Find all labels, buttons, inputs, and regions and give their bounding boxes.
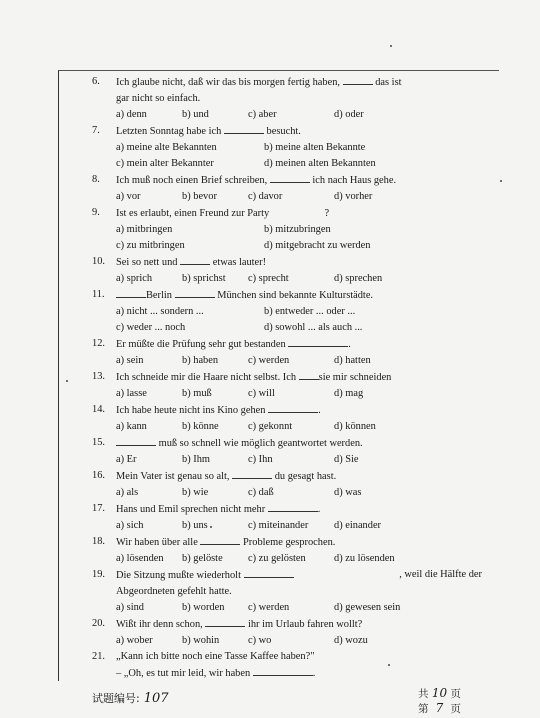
options — [92, 551, 482, 567]
answer-blank — [116, 287, 146, 298]
option: c) werden — [248, 602, 290, 613]
option: d) Sie — [334, 454, 359, 465]
answer-blank — [272, 205, 322, 216]
question-21 — [92, 649, 482, 682]
option: a) vor — [116, 191, 141, 202]
option: a) lösenden — [116, 553, 164, 564]
question-17 — [92, 501, 482, 534]
option: b) sprichst — [182, 273, 226, 284]
question-list — [92, 74, 482, 682]
question-number: 14. — [92, 404, 105, 415]
option: a) nicht ... sondern ... — [116, 306, 204, 317]
answer-blank — [205, 616, 245, 627]
answer-blank — [270, 172, 310, 183]
question-stem: muß so schnell wie möglich geantwortet werden. — [116, 435, 482, 452]
option: c) sprecht — [248, 273, 289, 284]
exam-code-value: 107 — [143, 691, 169, 706]
option: a) als — [116, 487, 139, 498]
option: c) Ihn — [248, 454, 273, 465]
option: b) bevor — [182, 191, 217, 202]
answer-blank — [175, 287, 215, 298]
options — [92, 386, 482, 402]
scan-speck — [210, 526, 212, 528]
option: b) meine alten Bekannte — [264, 142, 366, 153]
scan-speck — [388, 664, 390, 666]
option: c) davor — [248, 191, 283, 202]
option: d) mag — [334, 388, 364, 399]
option: c) zu gelösten — [248, 553, 306, 564]
option: d) hatten — [334, 355, 371, 366]
options — [92, 353, 482, 369]
question-stem: Die Sitzung mußte wiederholt , weil die Hälfte der — [116, 569, 482, 581]
option: a) kann — [116, 421, 147, 432]
question-stem: „Kann ich bitte noch eine Tasse Kaffee haben?" — [116, 651, 315, 662]
page-label: 第 — [418, 703, 429, 715]
answer-blank — [244, 567, 294, 578]
answer-blank — [268, 501, 318, 512]
option: d) sowohl ... als auch ... — [264, 322, 363, 333]
options — [92, 600, 482, 616]
option: a) lasse — [116, 388, 147, 399]
option: a) sein — [116, 355, 144, 366]
question-8 — [92, 172, 482, 205]
option: b) mitzubringen — [264, 224, 331, 235]
answer-blank — [253, 665, 313, 676]
option: b) uns — [182, 520, 208, 531]
option: a) Er — [116, 454, 137, 465]
option: a) wober — [116, 635, 153, 646]
option: c) miteinander — [248, 520, 309, 531]
question-number: 20. — [92, 618, 105, 629]
option: d) zu lösenden — [334, 553, 395, 564]
page-number: 7 — [435, 701, 444, 715]
question-number: 7. — [92, 125, 100, 136]
option: d) vorher — [334, 191, 373, 202]
option: a) mitbringen — [116, 224, 173, 235]
option: c) weder ... noch — [116, 322, 186, 333]
question-stem: Hans und Emil sprechen nicht mehr . — [116, 501, 482, 518]
question-10 — [92, 254, 482, 287]
total-label-suffix: 页 — [450, 688, 461, 700]
option: c) mein alter Bekannter — [116, 158, 214, 169]
option: a) sind — [116, 602, 144, 613]
options — [92, 518, 482, 534]
option: d) wozu — [334, 635, 368, 646]
option: a) meine alte Bekannten — [116, 142, 217, 153]
question-stem: Sei so nett und etwas lauter! — [116, 254, 482, 271]
answer-blank — [268, 402, 318, 413]
option: d) sprechen — [334, 273, 383, 284]
exam-code — [92, 690, 169, 706]
question-stem: Mein Vater ist genau so alt, du gesagt hast. — [116, 468, 482, 485]
option: d) gewesen sein — [334, 602, 401, 613]
exam-code-label: 试题编号: — [92, 692, 140, 705]
option: c) werden — [248, 355, 290, 366]
question-stem: Ich schneide mir die Haare nicht selbst. Ich sie mir schneiden — [116, 369, 482, 386]
question-15 — [92, 435, 482, 468]
option: d) einander — [334, 520, 382, 531]
options — [92, 271, 482, 287]
question-16 — [92, 468, 482, 501]
answer-blank — [180, 254, 210, 265]
question-number: 8. — [92, 174, 100, 185]
options — [92, 156, 482, 172]
question-number: 9. — [92, 207, 100, 218]
options — [92, 304, 482, 320]
answer-blank — [200, 534, 240, 545]
option: b) haben — [182, 355, 219, 366]
answer-blank — [232, 468, 272, 479]
question-9 — [92, 205, 482, 254]
option: b) muß — [182, 388, 212, 399]
scan-speck — [500, 180, 502, 182]
question-number: 19. — [92, 569, 105, 580]
total-pages: 10 — [431, 686, 448, 700]
option: a) sprich — [116, 273, 153, 284]
options — [92, 320, 482, 336]
option: d) können — [334, 421, 376, 432]
question-20 — [92, 616, 482, 649]
page-counter — [418, 686, 461, 716]
options — [92, 633, 482, 649]
question-11 — [92, 287, 482, 336]
option: b) Ihm — [182, 454, 210, 465]
option: b) wohin — [182, 635, 220, 646]
question-12 — [92, 336, 482, 369]
option: d) was — [334, 487, 362, 498]
option: c) wo — [248, 635, 272, 646]
question-continuation: gar nicht so einfach. — [116, 93, 201, 104]
question-number: 13. — [92, 371, 105, 382]
question-14 — [92, 402, 482, 435]
question-number: 21. — [92, 651, 105, 662]
answer-blank — [224, 123, 264, 134]
option: b) worden — [182, 602, 225, 613]
question-18 — [92, 534, 482, 567]
page-label-suffix: 页 — [450, 703, 461, 715]
question-stem: Er müßte die Prüfung sehr gut bestanden . — [116, 336, 482, 353]
question-number: 6. — [92, 76, 100, 87]
question-13 — [92, 369, 482, 402]
option: b) wie — [182, 487, 209, 498]
options — [92, 485, 482, 501]
question-number: 16. — [92, 470, 105, 481]
answer-blank — [343, 74, 373, 85]
option: b) und — [182, 109, 209, 120]
option: c) aber — [248, 109, 277, 120]
question-6 — [92, 74, 482, 123]
option: b) könne — [182, 421, 219, 432]
question-stem: Ich muß noch einen Brief schreiben, ich nach Haus gehe. — [116, 172, 482, 189]
scan-speck — [66, 380, 68, 382]
question-continuation: – „Oh, es tut mir leid, wir haben . — [92, 665, 482, 682]
options — [92, 238, 482, 254]
answer-blank — [299, 369, 319, 380]
option: a) sich — [116, 520, 144, 531]
options — [92, 140, 482, 156]
options — [92, 189, 482, 205]
scan-speck — [390, 45, 392, 47]
question-number: 12. — [92, 338, 105, 349]
options — [92, 452, 482, 468]
question-stem: Berlin München sind bekannte Kulturstädte. — [116, 287, 482, 304]
question-stem: Ist es erlaubt, einen Freund zur Party ? — [116, 205, 482, 222]
answer-blank — [116, 435, 156, 446]
question-19 — [92, 567, 482, 616]
options — [92, 107, 482, 123]
question-number: 18. — [92, 536, 105, 547]
option: a) denn — [116, 109, 147, 120]
option: b) entweder ... oder ... — [264, 306, 356, 317]
question-number: 10. — [92, 256, 105, 267]
option: c) daß — [248, 487, 274, 498]
question-7 — [92, 123, 482, 172]
question-stem: Ich habe heute nicht ins Kino gehen . — [116, 402, 482, 419]
option: b) gelöste — [182, 553, 223, 564]
total-label: 共 — [418, 688, 429, 700]
option: c) will — [248, 388, 275, 399]
question-stem: Letzten Sonntag habe ich besucht. — [116, 123, 482, 140]
option: d) meinen alten Bekannten — [264, 158, 376, 169]
question-stem: Wißt ihr denn schon, ihr im Urlaub fahren wollt? — [116, 616, 482, 633]
question-number: 11. — [92, 289, 105, 300]
question-number: 15. — [92, 437, 105, 448]
options — [92, 419, 482, 435]
option: c) gekonnt — [248, 421, 293, 432]
option: d) oder — [334, 109, 364, 120]
question-stem: Ich glaube nicht, daß wir das bis morgen fertig haben, das ist — [116, 74, 482, 91]
question-continuation: Abgeordneten gefehlt hatte. — [116, 586, 232, 597]
question-stem: Wir haben über alle Probleme gesprochen. — [116, 534, 482, 551]
options — [92, 222, 482, 238]
answer-blank — [288, 336, 348, 347]
option: c) zu mitbringen — [116, 240, 185, 251]
question-number: 17. — [92, 503, 105, 514]
option: d) mitgebracht zu werden — [264, 240, 371, 251]
